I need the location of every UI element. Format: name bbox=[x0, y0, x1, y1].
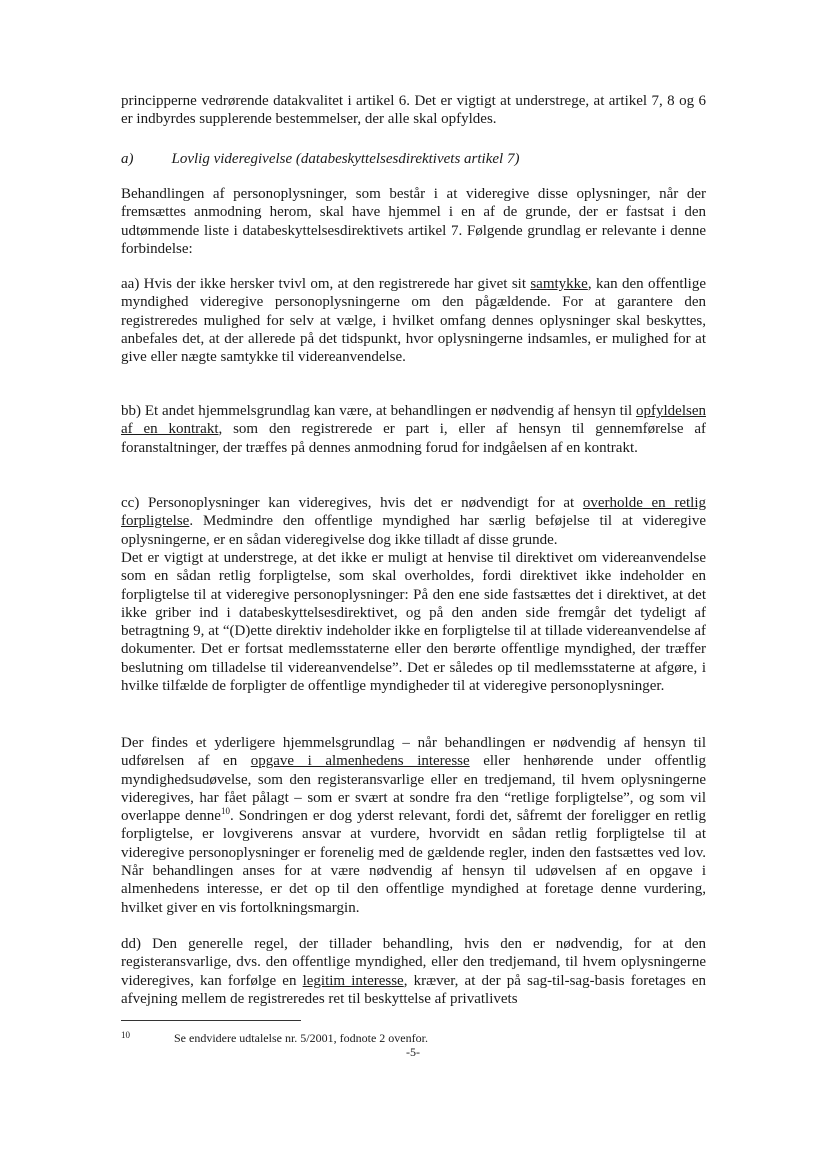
section-heading bbox=[121, 150, 706, 168]
intro-paragraph: principperne vedrørende datakvalitet i artikel 6. Det er vigtigt at understrege, at artikel 7, 8 og 6 er indbyrdes supplerende bestemmelser, der alle skal opfyldes. bbox=[121, 93, 706, 128]
heading-marker: a) bbox=[121, 151, 134, 167]
paragraph-aa: aa) Hvis der ikke hersker tvivl om, at den registrerede har givet sit samtykke, kan den offentlige myndighed videregive personoplysningerne om den pågældende. For at garantere den registreredes mulighed for selv at vælge, i hvilket omfang dennes oplysninger skal beskyttes, anbefales det, at der allerede på det tidspunkt, hvor oplysningerne indsamles, er mulighed for at give eller nægte samtykke til videreanvendelse. bbox=[121, 276, 706, 366]
main-paragraph: Behandlingen af personoplysninger, som består i at videregive disse oplysninger, når der fremsættes anmodning herom, skal have hjemmel i en af de grunde, der er fastsat i den udtømmende liste i databeskyttelsesdirektivets artikel 7. Følgende grundlag er relevante i denne forbindelse: bbox=[121, 186, 706, 257]
underlined-term-kontrakt: opfyldelsen af en kontrakt bbox=[121, 403, 706, 438]
page-number: -5- bbox=[406, 1045, 420, 1059]
paragraph-additional-basis: Der findes et yderligere hjemmelsgrundlag – når behandlingen er nødvendig af hensyn til udførelsen af en opgave i almenhedens interesse eller henhørende under offentlig myndighedsudøvelse, som den registeransvarlige eller en tredjemand, til hvem oplysningerne videregives, har fået pålagt – som er svært at sondre fra den “retlige forpligtelse”, og som vil overlappe denne$^{10}$. Sondringen er dog yderst relevant, fordi det, såfremt der foreligger en retlig forpligtelse, er lovgiverens ansvar at vurdere, hvorvidt en sådan retlig forpligtelse til at videregive personoplysninger er forenelig med de gældende regler, inden den fastsættes ved lov. Når behandlingen anses for at være nødvendig af hensyn til udøvelsen af en opgave i almenhedens interesse, er det op til den offentlige myndighed at foretage denne vurdering, hvilket giver en vis fortolkningsmargin. bbox=[121, 735, 706, 916]
paragraph-dd: dd) Den generelle regel, der tillader behandling, hvis den er nødvendig, for at den registeransvarlige, dvs. den offentlige myndighed, eller den tredjemand, til hvem oplysningerne videregives, kan forfølge en legitim interesse, kræver, at der på sag-til-sag-basis foretages en afvejning mellem de registreredes ret til beskyttelse af privatlivets bbox=[121, 936, 706, 1007]
underlined-term-legitim-interesse: legitim interesse bbox=[302, 972, 404, 989]
footnote-divider bbox=[121, 1020, 301, 1021]
footnote-reference: 10 bbox=[220, 806, 230, 817]
paragraph-cc: cc) Personoplysninger kan videregives, hvis det er nødvendigt for at overholde en retlig forpligtelse. Medmindre den offentlige myndighed har særlig beføjelse til at videregive oplysningerne, er en sådan videregivelse dog ikke tilladt af disse grunde. bbox=[121, 495, 706, 548]
heading-text: Lovlig videregivelse (databeskyttelsesdirektivets artikel 7) bbox=[171, 151, 520, 167]
paragraph-bb: bb) Et andet hjemmelsgrundlag kan være, at behandlingen er nødvendig af hensyn til opfyldelsen af en kontrakt, som den registrerede er part i, eller af hensyn til gennemførelse af foranstaltninger, der træffes på dennes anmodning forud for indgåelsen af en kontrakt. bbox=[121, 403, 706, 456]
paragraph-cc-continued: Det er vigtigt at understrege, at det ikke er muligt at henvise til direktivet om videreanvendelse som en sådan retlig forpligtelse, som skal overholdes, fordi direktivet ikke indeholder en forpligtelse til at videregive personoplysninger: På den ene side fastsættes det i direktivet, at det ikke griber ind i databeskyttelsesdirektivet, og på den anden side fremgår det tydeligt af betragtning 9, at “(D)ette direktiv indeholder ikke en forpligtelse til at tillade videreanvendelse af dokumenter. Det er fortsat medlemsstaterne eller den berørte offentlige myndighed, der træffer beslutning om tilladelse til videreanvendelse”. Det er således op til medlemsstaterne at afgøre, i hvilke tilfælde de forpligter de offentlige myndigheder til at videregive personoplysninger. bbox=[121, 550, 706, 695]
underlined-term-samtykke: samtykke bbox=[530, 276, 588, 292]
footnote bbox=[121, 1028, 706, 1045]
underlined-term-almenhedens-interesse: opgave i almenhedens interesse bbox=[250, 753, 470, 770]
footnote-number: 10 bbox=[121, 1030, 130, 1040]
footnote-text: Se endvidere udtalelse nr. 5/2001, fodnote 2 ovenfor. bbox=[174, 1031, 428, 1045]
underlined-term-retlig-forpligtelse: overholde en retlig forpligtelse bbox=[121, 495, 706, 530]
